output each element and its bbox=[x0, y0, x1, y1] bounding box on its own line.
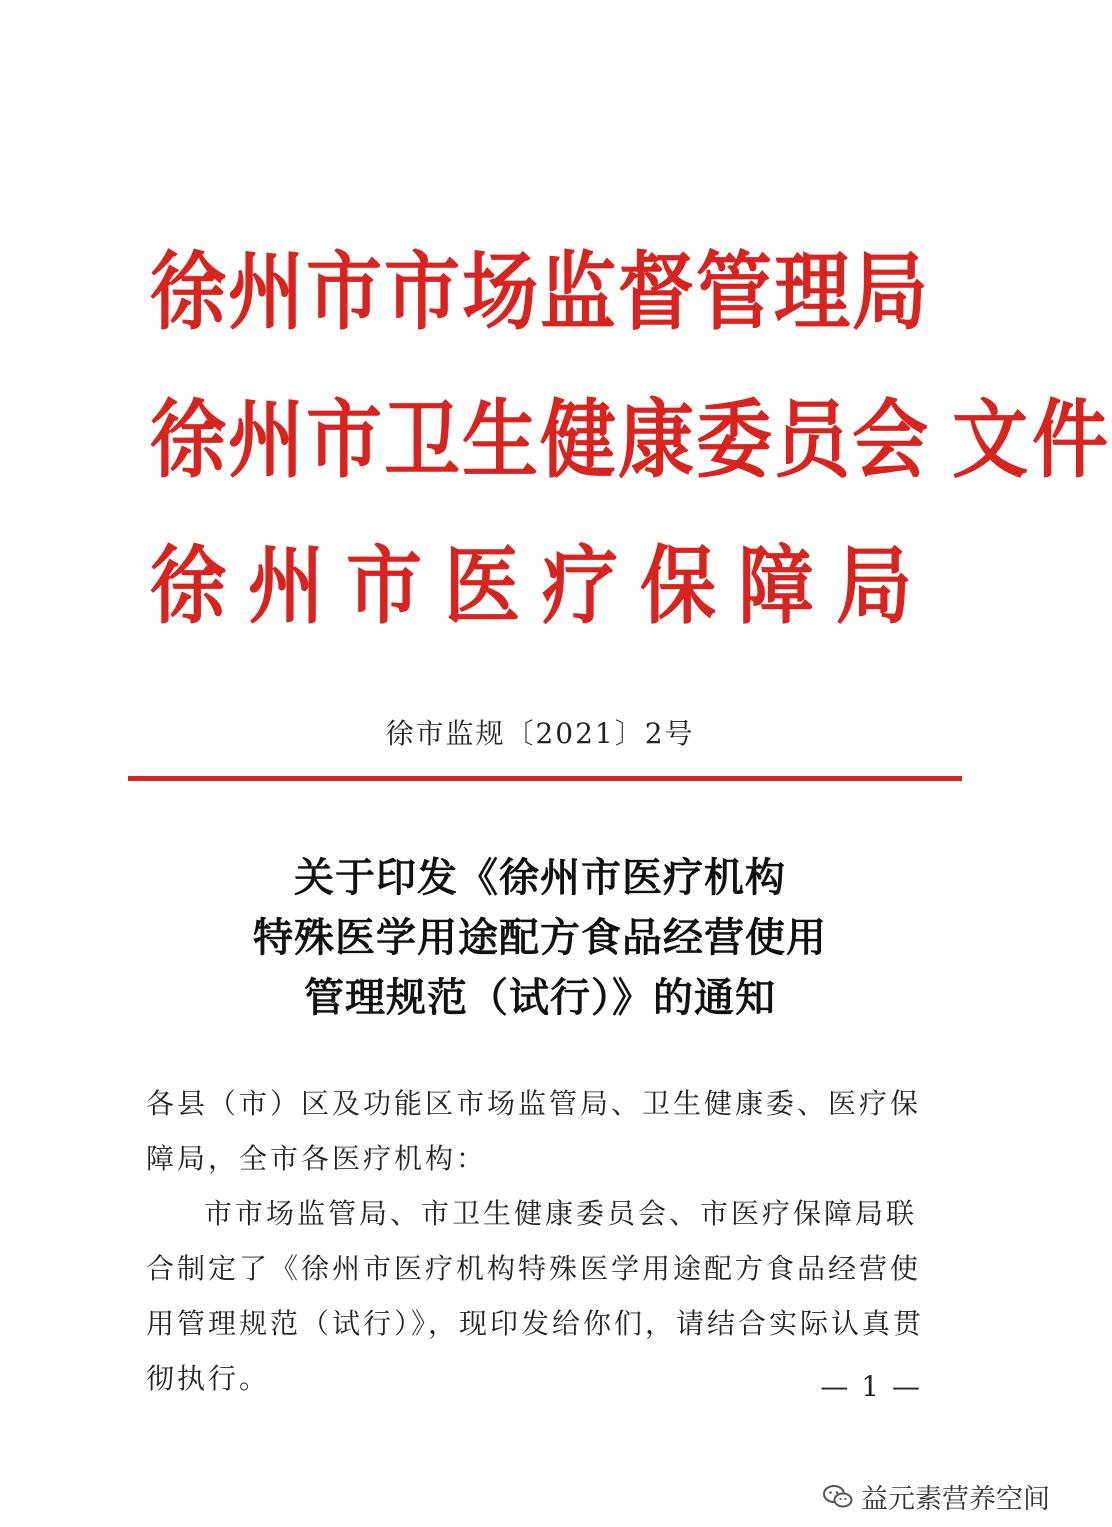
title-line-1: 关于印发《徐州市医疗机构 bbox=[294, 855, 786, 901]
page-number: — 1 — bbox=[820, 1370, 922, 1403]
wechat-icon bbox=[823, 1484, 853, 1510]
body-paragraph: 市市场监管局、市卫生健康委员会、市医疗保障局联合制定了《徐州市医疗机构特殊医学用途配方食品经营使用管理规范（试行）》，现印发给你们，请结合实际认真贯彻执行。 bbox=[146, 1197, 925, 1395]
watermark bbox=[823, 1477, 1050, 1516]
document-word: 文件 bbox=[952, 390, 1112, 490]
title-line-2: 特殊医学用途配方食品经营使用 bbox=[253, 915, 827, 961]
issuer-line-medical-security: 徐州市医疗保障局 bbox=[150, 536, 934, 636]
addressee-paragraph: 各县（市）区及功能区市场监管局、卫生健康委、医疗保障局，全市各医疗机构： bbox=[146, 1087, 922, 1175]
watermark-text: 益元素营养空间 bbox=[861, 1484, 1050, 1515]
title-line-3: 管理规范（试行）》的通知 bbox=[304, 975, 776, 1021]
issuer-line-health-commission bbox=[150, 390, 1112, 490]
red-divider-line bbox=[128, 776, 962, 781]
issuer-name-health-commission: 徐州市卫生健康委员会 bbox=[150, 390, 930, 490]
document-number: 徐市监规〔2021〕2号 bbox=[385, 717, 695, 750]
issuer-line-market-supervision: 徐州市市场监督管理局 bbox=[150, 242, 930, 342]
notice-title bbox=[0, 848, 1080, 1028]
